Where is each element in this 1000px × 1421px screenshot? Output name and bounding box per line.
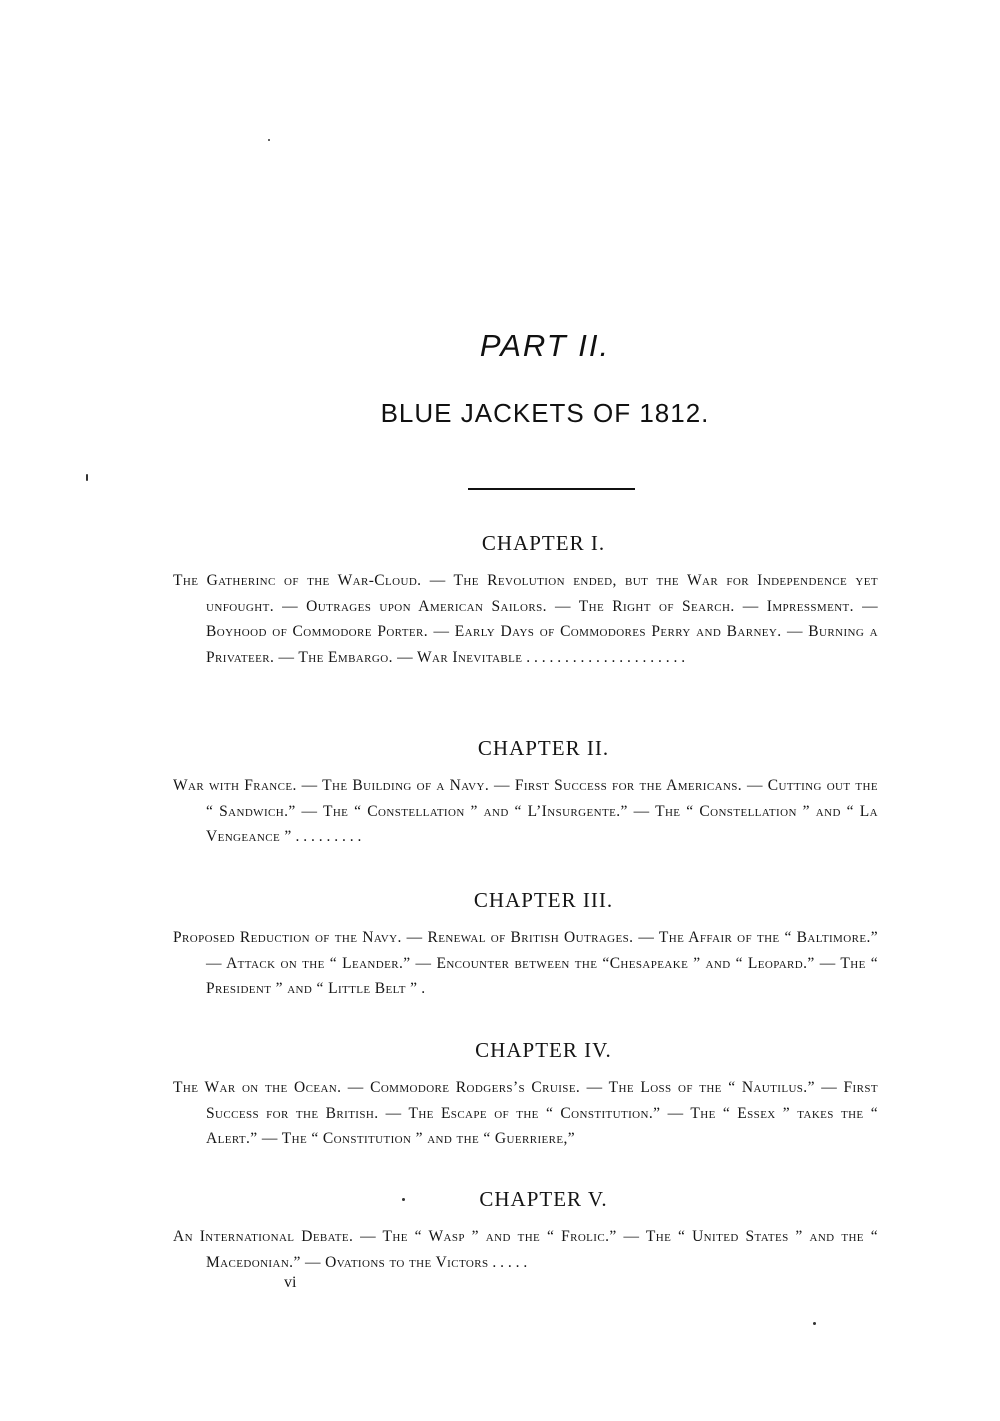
dot-leader: . . . . . [488, 1253, 528, 1271]
chapter-entry [173, 1186, 878, 1275]
chapter-summary [173, 1075, 878, 1152]
chapter-summary [173, 925, 878, 1002]
dot-leader: . . . . . . . . . . . . . . . . . . . . . [522, 648, 686, 666]
chapter-summary [173, 1224, 878, 1275]
print-speck [86, 474, 88, 481]
chapter-heading: CHAPTER II. [477, 736, 610, 760]
chapter-entry [173, 1037, 878, 1152]
chapter-heading: CHAPTER V. [479, 1187, 608, 1211]
chapter-summary [173, 568, 878, 670]
chapter-heading: CHAPTER III. [473, 888, 614, 912]
page-number: vi [284, 1274, 297, 1291]
chapter-entry [173, 735, 878, 850]
chapter-summary-text: An International Debate. — The “ Wasp ” and the “ Frolic.” — The “ United States ” and the “ Macedonian.” — Ovations to the Victors [173, 1228, 878, 1271]
dot-leader: . [417, 980, 426, 997]
print-speck [813, 1322, 816, 1325]
chapter-entry [173, 887, 878, 1002]
chapter-summary-text: The War on the Ocean. — Commodore Rodgers’s Cruise. — The Loss of the “ Nautilus.” — First Success for the British. — The Escape of the “ Constitution.” — The “ Essex ” takes the “ Alert.” — The “ Constitution ” and the “ Guerriere,” [173, 1079, 878, 1147]
part-title: PART II. [479, 328, 611, 363]
divider-rule [468, 488, 635, 490]
chapter-summary-text: War with France. — The Building of a Navy. — First Success for the Americans. — Cutting out the “ Sandwich.” — The “ Constellation ” and “ L’Insurgente.” — The “ Constellation ” and “ La Vengeance ” [173, 777, 878, 845]
chapter-entry [173, 530, 878, 670]
chapter-summary-text: The Gatherinc of the War-Cloud. — The Revolution ended, but the War for Independence yet unfought. — Outrages upon American Sailors. — The Right of Search. — Impressment. — Boyhood of Commodore Porter. — Early Days of Commodores Perry and Barney. — Burning a Privateer. — The Embargo. — War Inevitable [173, 572, 878, 666]
chapter-heading: CHAPTER I. [481, 531, 606, 555]
dot-leader: . . . . . . . . . [291, 828, 362, 845]
chapter-summary-text: Proposed Reduction of the Navy. — Renewal of British Outrages. — The Affair of the “ Baltimore.” — Attack on the “ Leander.” — Encounter between the “Chesapeake ” and “ Leopard.” — The “ President ” and “ Little Belt ” [173, 929, 878, 997]
chapter-summary [173, 773, 878, 850]
part-subtitle: BLUE JACKETS OF 1812. [380, 398, 710, 428]
chapter-heading: CHAPTER IV. [475, 1038, 612, 1062]
print-speck [268, 139, 270, 141]
